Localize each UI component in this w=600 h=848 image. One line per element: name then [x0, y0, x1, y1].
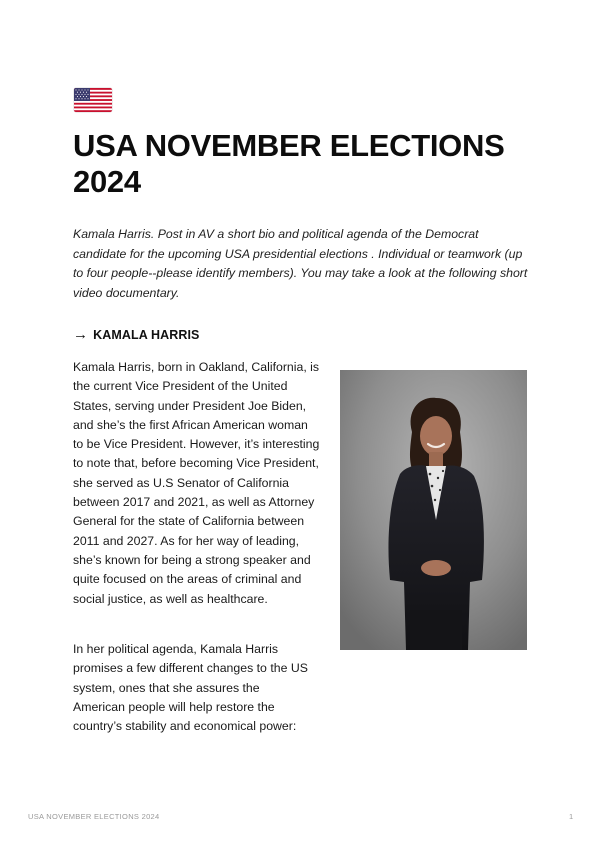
arrow-right-icon: →: [73, 326, 89, 343]
us-flag-icon: [74, 88, 112, 112]
intro-paragraph: Kamala Harris. Post in AV a short bio and political agenda of the Democrat candidate for the upcoming USA presidential elections . Individual or teamwork (up to four people--please identify members). You may take a look at the following short video documentary.: [73, 227, 528, 300]
section-heading: [73, 327, 200, 342]
page-number: 1: [569, 812, 574, 821]
page-title: USA NOVEMBER ELECTIONS 2024: [73, 128, 505, 199]
section-heading-label: KAMALA HARRIS: [93, 327, 200, 342]
footer-title: USA NOVEMBER ELECTIONS 2024: [28, 812, 160, 821]
portrait-photo: [340, 370, 527, 650]
agenda-paragraph: In her political agenda, Kamala Harris promises a few different changes to the US system, ones that she assures the American people will help restore the country’s stability and economical power:: [73, 642, 308, 734]
bio-paragraph: Kamala Harris, born in Oakland, California, is the current Vice President of the United States, serving under President Joe Biden, and she’s the first African American woman to be Vice President. However, it’s interesting to note that, before becoming Vice President, she served as U.S Senator of California between 2017 and 2021, as well as Attorney General for the state of California between 2011 and 2027. As for her way of leading, she’s known for being a strong speaker and quite focused on the areas of criminal and social justice, as well as healthcare.: [73, 360, 320, 606]
